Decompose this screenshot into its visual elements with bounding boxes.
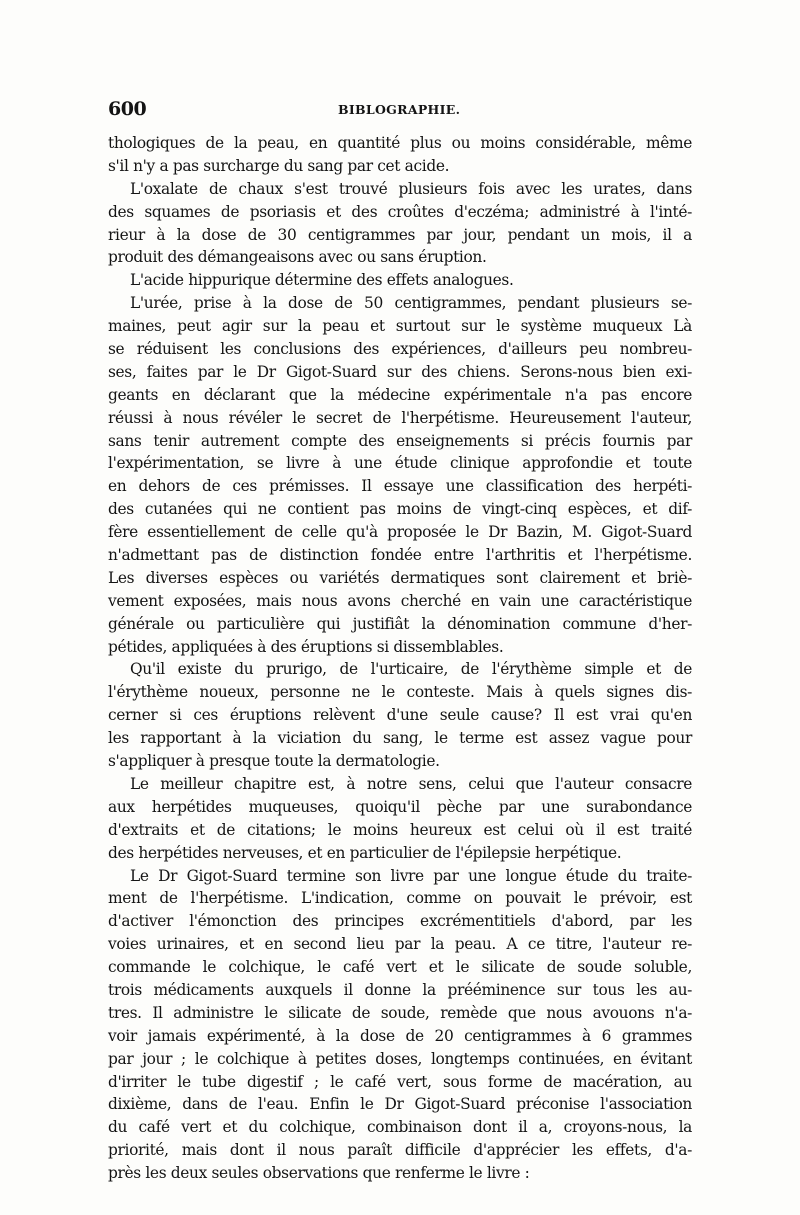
- text-line: dixième, dans de l'eau. Enfin le Dr Gigot-Suard préconise l'association: [108, 1095, 692, 1114]
- text-line: par jour ; le colchique à petites doses, longtemps continuées, en évitant: [108, 1049, 692, 1068]
- text-line: d'irriter le tube digestif ; le café vert, sous forme de macération, au: [108, 1072, 692, 1091]
- text-line: Le Dr Gigot-Suard termine son livre par une longue étude du traite-: [130, 866, 692, 885]
- text-line: L'urée, prise à la dose de 50 centigrammes, pendant plusieurs se-: [130, 294, 692, 313]
- text-line: tres. Il administre le silicate de soude, remède que nous avouons n'a-: [108, 1003, 692, 1022]
- text-line: geants en déclarant que la médecine expérimentale n'a pas encore: [108, 385, 692, 404]
- text-line: des squames de psoriasis et des croûtes d'eczéma; administré à l'inté-: [108, 202, 692, 221]
- text-line: L'acide hippurique détermine des effets analogues.: [130, 271, 514, 290]
- text-line: commande le colchique, le café vert et le silicate de soude soluble,: [108, 958, 692, 977]
- text-line: s'appliquer à presque toute la dermatologie.: [108, 752, 440, 771]
- text-line: cerner si ces éruptions relèvent d'une seule cause? Il est vrai qu'en: [108, 706, 692, 725]
- body-text: [108, 132, 692, 1185]
- text-line: en dehors de ces prémisses. Il essaye une classification des herpéti-: [108, 477, 692, 496]
- page-number: 600: [108, 98, 147, 120]
- text-line: aux herpétides muqueuses, quoiqu'il pèche par une surabondance: [108, 797, 692, 816]
- text-line: thologiques de la peau, en quantité plus ou moins considérable, même: [108, 134, 692, 152]
- text-line: fère essentiellement de celle qu'à proposée le Dr Bazin, M. Gigot-Suard: [108, 523, 692, 542]
- text-line: des cutanées qui ne contient pas moins de vingt-cinq espèces, et dif-: [108, 500, 692, 519]
- text-line: des herpétides nerveuses, et en particulier de l'épilepsie herpétique.: [108, 843, 622, 862]
- text-line: trois médicaments auxquels il donne la prééminence sur tous les au-: [108, 980, 692, 999]
- text-line: n'admettant pas de distinction fondée entre l'arthritis et l'herpétisme.: [108, 546, 692, 565]
- text-line: s'il n'y a pas surcharge du sang par cet acide.: [108, 156, 450, 175]
- text-line: du café vert et du colchique, combinaison dont il a, croyons-nous, la: [108, 1118, 692, 1137]
- running-head: BIBLOGRAPHIE.: [338, 102, 461, 117]
- text-line: ses, faites par le Dr Gigot-Suard sur des chiens. Serons-nous bien exi-: [108, 362, 692, 381]
- text-line: L'oxalate de chaux s'est trouvé plusieurs fois avec les urates, dans: [130, 179, 692, 198]
- text-line: rieur à la dose de 30 centigrammes par jour, pendant un mois, il a: [108, 225, 692, 244]
- text-line: sans tenir autrement compte des enseignements si précis fournis par: [108, 431, 692, 450]
- text-line: d'activer l'émonction des principes excrémentitiels d'abord, par les: [108, 912, 692, 931]
- text-line: se réduisent les conclusions des expériences, d'ailleurs peu nombreu-: [108, 340, 692, 359]
- text-line: pétides, appliquées à des éruptions si dissemblables.: [108, 637, 504, 656]
- text-line: les rapportant à la viciation du sang, le terme est assez vague pour: [108, 729, 692, 748]
- text-line: Le meilleur chapitre est, à notre sens, celui que l'auteur consacre: [130, 774, 692, 793]
- text-line: produit des démangeaisons avec ou sans éruption.: [108, 248, 487, 267]
- text-line: Les diverses espèces ou variétés dermatiques sont clairement et briè-: [108, 568, 692, 587]
- text-line: d'extraits et de citations; le moins heureux est celui où il est traité: [108, 820, 692, 839]
- text-line: voies urinaires, et en second lieu par la peau. A ce titre, l'auteur re-: [108, 935, 692, 954]
- text-line: ment de l'herpétisme. L'indication, comme on pouvait le prévoir, est: [108, 889, 692, 908]
- text-line: l'expérimentation, se livre à une étude clinique approfondie et toute: [108, 454, 692, 473]
- page-header: [108, 98, 700, 122]
- text-line: maines, peut agir sur la peau et surtout sur le système muqueux Là: [108, 317, 692, 336]
- text-line: voir jamais expérimenté, à la dose de 20 centigrammes à 6 grammes: [108, 1026, 692, 1045]
- text-line: près les deux seules observations que renferme le livre :: [108, 1164, 530, 1183]
- text-line: l'érythème noueux, personne ne le conteste. Mais à quels signes dis-: [108, 683, 692, 702]
- text-line: priorité, mais dont il nous paraît difficile d'apprécier les effets, d'a-: [108, 1141, 692, 1160]
- text-line: Qu'il existe du prurigo, de l'urticaire, de l'érythème simple et de: [130, 660, 692, 679]
- text-line: réussi à nous révéler le secret de l'herpétisme. Heureusement l'auteur,: [108, 408, 692, 427]
- text-line: générale ou particulière qui justifiât la dénomination commune d'her-: [108, 614, 692, 633]
- text-line: vement exposées, mais nous avons cherché en vain une caractéristique: [108, 591, 692, 610]
